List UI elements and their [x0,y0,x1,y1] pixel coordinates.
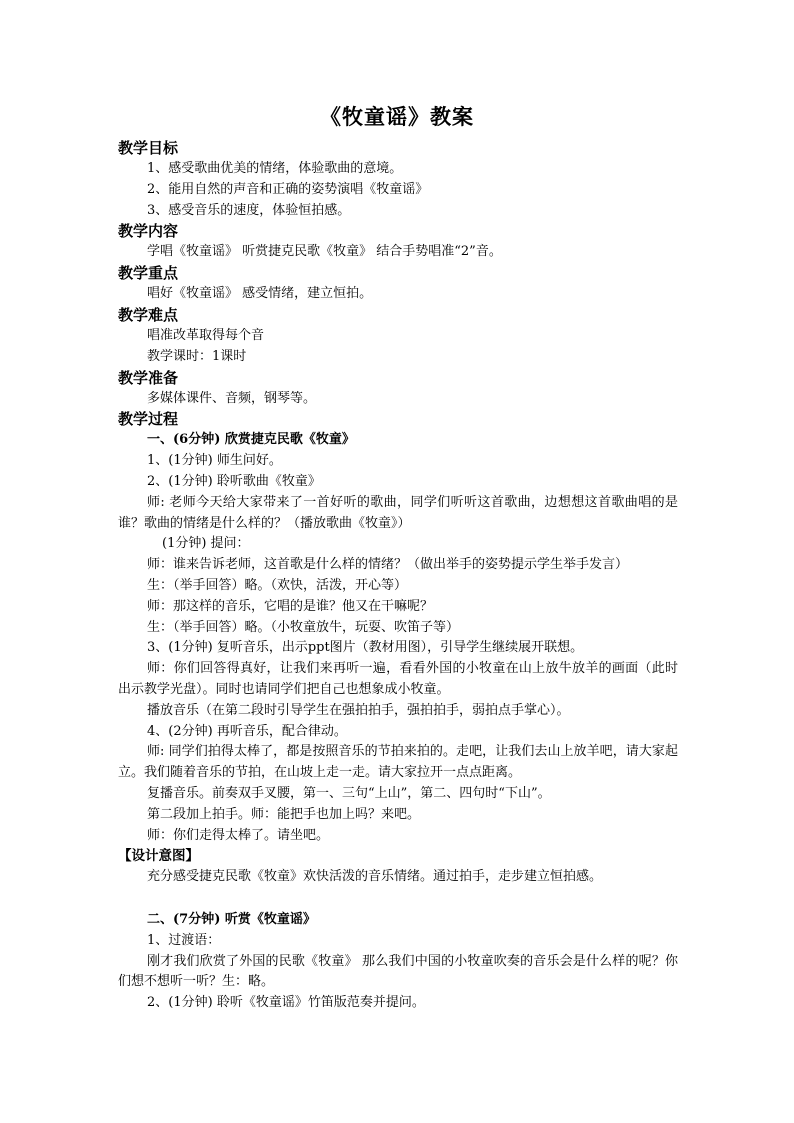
heading-process: 教学过程 [118,410,179,429]
process-line: 师：你们走得太棒了。请坐吧。 [147,827,330,843]
process-line: 生：（举手回答）略。（小牧童放牛，玩耍、吹笛子等） [147,619,460,635]
process-paragraph: 刚才我们欣赏了外国的民歌《牧童》 那么我们中国的小牧童吹奏的音乐会是什么样的呢？你们想不想听一听？生：略。 [118,953,678,990]
process-line: 师：谁来告诉老师，这首歌是什么样的情绪？（做出举手的姿势提示学生举手发言） [147,557,629,573]
key-text: 唱好《牧童谣》 感受情绪，建立恒拍。 [147,286,373,302]
content-text: 学唱《牧童谣》 听赏捷克民歌《牧童》 结合手势唱准“2”音。 [147,244,502,260]
section-spacer [118,888,678,910]
goal-item: 3、感受音乐的速度，体验恒拍感。 [147,202,351,218]
process-line: 复播音乐。前奏双手叉腰，第一、三句“上山”，第二、四句时“下山”。 [147,785,551,801]
part1-title: 一、(6分钟) 欣赏捷克民歌《牧童》 [147,432,355,448]
difficulty-line: 唱准改革取得每个音 [147,327,265,343]
process-line: 2、(1分钟) 聆听歌曲《牧童》 [147,473,321,489]
heading-difficulty: 教学难点 [118,305,179,324]
process-line: 4、(2分钟) 再听音乐，配合律动。 [147,723,347,739]
document-title: 《牧童谣》教案 [320,104,474,129]
heading-prep: 教学准备 [118,368,179,387]
heading-content: 教学内容 [118,222,179,241]
process-paragraph: 师: 同学们拍得太棒了，都是按照音乐的节拍来拍的。走吧，让我们去山上放羊吧，请大家起立。我们随着音乐的节拍，在山坡上走一走。请大家拉开一点点距离。 [118,744,678,781]
heading-goals: 教学目标 [118,139,179,157]
process-line: 3、(1分钟) 复听音乐，出示ppt图片（教材用图），引导学生继续展开联想。 [147,640,584,656]
process-line: 师：那这样的音乐，它唱的是谁？他又在干嘛呢？ [147,598,434,614]
goal-item: 2、能用自然的声音和正确的姿势演唱《牧童谣》 [147,181,429,197]
process-line: 2、(1分钟) 聆听《牧童谣》竹笛版范奏并提问。 [147,995,425,1011]
prep-text: 多媒体课件、音频，钢琴等。 [147,390,317,406]
process-line: 播放音乐（在第二段时引导学生在强拍拍手，强拍拍手，弱拍点手掌心）。 [147,702,570,718]
process-paragraph: 师: 老师今天给大家带来了一首好听的歌曲，同学们听听这首歌曲，边想想这首歌曲唱的是谁？歌曲的情绪是什么样的？（播放歌曲《牧童》） [118,494,678,531]
design-intent-tag: 【设计意图】 [118,848,199,865]
document-body [118,138,678,1014]
process-line: 1、(1分钟) 师生问好。 [147,453,282,469]
goal-item: 1、感受歌曲优美的情绪，体验歌曲的意境。 [147,161,403,176]
process-line: 1、过渡语： [147,932,221,948]
process-paragraph: 师：你们回答得真好，让我们来再听一遍，看看外国的小牧童在山上放牛放羊的画面（此时出示教学光盘）。同时也请同学们把自己也想象成小牧童。 [118,661,678,697]
process-line: 生：（举手回答）略。（欢快，活泼，开心等） [147,577,408,593]
difficulty-line: 教学课时：1课时 [147,348,247,364]
part2-title: 二、(7分钟) 听赏《牧童谣》 [147,911,316,927]
heading-key: 教学重点 [118,264,179,283]
design-intent-text: 充分感受捷克民歌《牧童》欢快活泼的音乐情绪。通过拍手，走步建立恒拍感。 [147,869,603,885]
process-line: 第二段加上拍手。师：能把手也加上吗？来吧。 [147,806,421,822]
process-line: (1分钟) 提问： [162,536,250,552]
